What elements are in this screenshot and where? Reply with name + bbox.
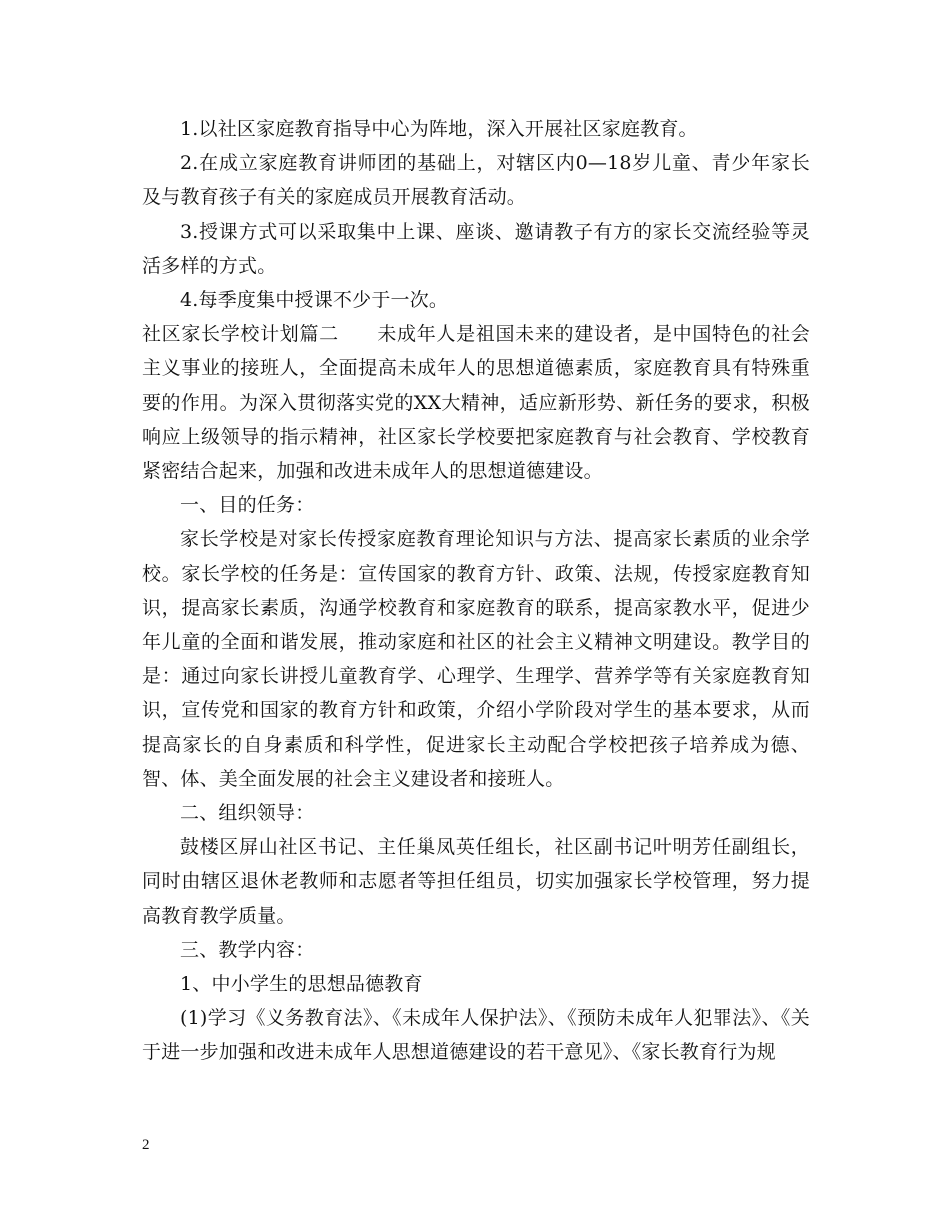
paragraph-laws-study: (1)学习《义务教育法》、《未成年人保护法》、《预防未成年人犯罪法》、《关于进一步加强和改进未成年人思想道德建设的若干意见》、《家长教育行为规: [142, 1007, 810, 1064]
paragraph-organization: 鼓楼区屏山社区书记、主任巢凤英任组长，社区副书记叶明芳任副组长，同时由辖区退休老教师和志愿者等担任组员，切实加强家长学校管理，努力提高教育教学质量。: [142, 836, 810, 927]
paragraph-item-3: 3.授课方式可以采取集中上课、座谈、邀请教子有方的家长交流经验等灵活多样的方式。: [142, 220, 810, 277]
section-intro-text: 未成年人是祖国未来的建设者，是中国特色的社会主义事业的接班人，全面提高未成年人的思想道德素质，家庭教育具有特殊重要的作用。为深入贯彻落实党的XX大精神，适应新形势、新任务的要求，积极响应上级领导的指示精神，社区家长学校要把家庭教育与社会教育、学校教育紧密结合起来，加强和改进未成年人的思想道德建设。: [142, 323, 810, 483]
paragraph-item-2: 2.在成立家庭教育讲师团的基础上，对辖区内0—18岁儿童、青少年家长及与教育孩子有关的家庭成员开展教育活动。: [142, 152, 810, 209]
section-title: 社区家长学校计划篇二: [142, 323, 339, 346]
paragraph-item-4: 4.每季度集中授课不少于一次。: [180, 289, 449, 312]
heading-teaching-content: 三、教学内容：: [180, 938, 315, 961]
section-paragraph-plan-two: [142, 317, 810, 488]
document-body: [142, 112, 810, 1070]
heading-organization: 二、组织领导：: [180, 802, 315, 825]
heading-objectives: 一、目的任务：: [180, 494, 315, 517]
page-number: 2: [142, 1137, 150, 1153]
subheading-moral-education: 1、中小学生的思想品德教育: [180, 973, 423, 996]
paragraph-objectives: 家长学校是对家长传授家庭教育理论知识与方法、提高家长素质的业余学校。家长学校的任务是：宣传国家的教育方针、政策、法规，传授家庭教育知识，提高家长素质，沟通学校教育和家庭教育的联系，提高家教水平，促进少年儿童的全面和谐发展，推动家庭和社区的社会主义精神文明建设。教学目的是：通过向家长讲授儿童教育学、心理学、生理学、营养学等有关家庭教育知识，宣传党和国家的教育方针和政策，介绍小学阶段对学生的基本要求，从而提高家长的自身素质和科学性，促进家长主动配合学校把孩子培养成为德、智、体、美全面发展的社会主义建设者和接班人。: [142, 528, 810, 790]
paragraph-item-1: 1.以社区家庭教育指导中心为阵地，深入开展社区家庭教育。: [180, 118, 698, 140]
